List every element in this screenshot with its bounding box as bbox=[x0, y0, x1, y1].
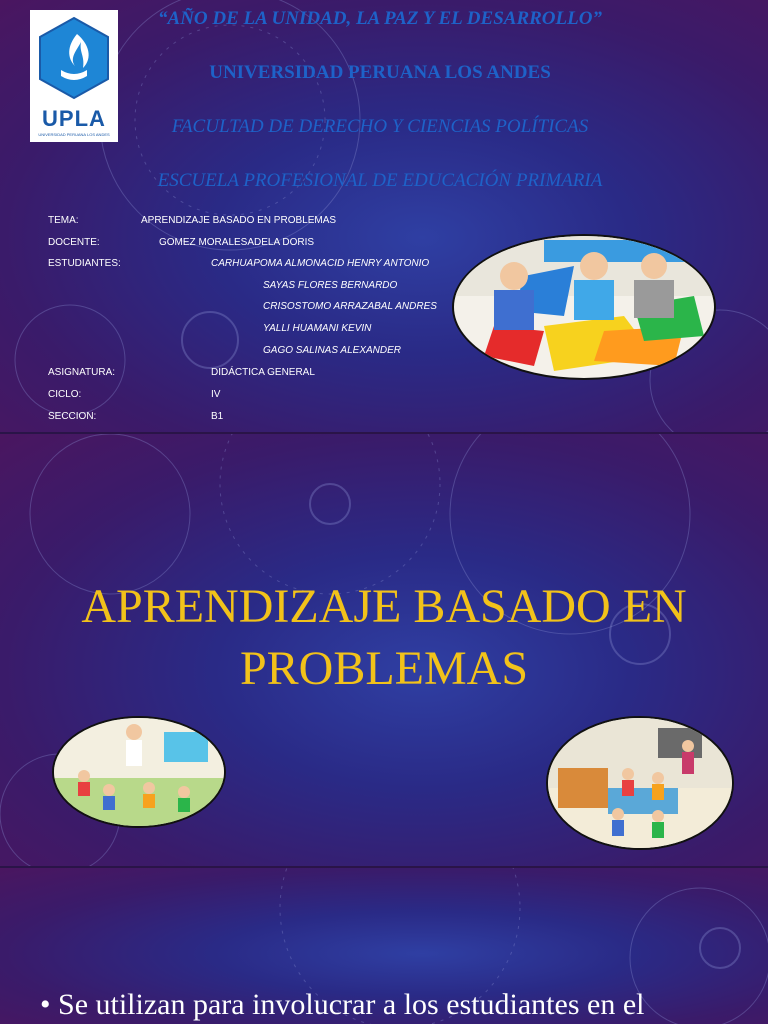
student-name: GAGO SALINAS ALEXANDER bbox=[263, 345, 402, 356]
topic-title-line2: PROBLEMAS bbox=[239, 642, 529, 695]
content-slide bbox=[0, 868, 768, 1024]
logo-subtitle: UNIVERSIDAD PERUANA LOS ANDES bbox=[38, 132, 110, 137]
student-name: CARHUAPOMA ALMONACID HENRY ANTONIO bbox=[211, 258, 430, 269]
student-name: YALLI HUAMANI KEVIN bbox=[263, 323, 372, 334]
docente-label: DOCENTE: bbox=[48, 237, 100, 248]
title-slide bbox=[0, 0, 768, 432]
classroom-cartoon-right bbox=[546, 716, 734, 850]
estudiantes-label: ESTUDIANTES: bbox=[48, 258, 121, 269]
docente-value: GOMEZ MORALESADELA DORIS bbox=[159, 237, 315, 248]
asignatura-label: ASIGNATURA: bbox=[48, 367, 116, 378]
upla-logo bbox=[30, 10, 118, 142]
flame-logo-icon bbox=[37, 16, 111, 100]
ciclo-value: IV bbox=[211, 389, 221, 400]
logo-wordmark: UPLA bbox=[42, 106, 106, 131]
topic-title-line1: APRENDIZAJE BASADO EN bbox=[81, 580, 687, 633]
university-heading: UNIVERSIDAD PERUANA LOS ANDES bbox=[209, 62, 551, 83]
student-name: CRISOSTOMO ARRAZABAL ANDRES bbox=[263, 301, 437, 312]
asignatura-value: DIDÁCTICA GENERAL bbox=[211, 367, 315, 378]
tema-value: APRENDIZAJE BASADO EN PROBLEMAS bbox=[141, 215, 337, 226]
seccion-value: B1 bbox=[211, 411, 224, 422]
bullet-text: • Se utilizan para involucrar a los estudiantes en el bbox=[40, 988, 645, 1021]
faculty-heading: FACULTAD DE DERECHO Y CIENCIAS POLÍTICAS bbox=[171, 116, 589, 137]
school-heading: ESCUELA PROFESIONAL DE EDUCACIÓN PRIMARIA bbox=[157, 170, 603, 191]
seccion-label: SECCION: bbox=[48, 411, 97, 422]
classroom-cartoon-left bbox=[52, 716, 226, 828]
tema-label: TEMA: bbox=[48, 215, 79, 226]
topic-slide bbox=[0, 434, 768, 866]
children-crafts-photo bbox=[452, 234, 716, 380]
ciclo-label: CICLO: bbox=[48, 389, 82, 400]
motto-heading: “AÑO DE LA UNIDAD, LA PAZ Y EL DESARROLLO” bbox=[158, 8, 602, 29]
student-name: SAYAS FLORES BERNARDO bbox=[263, 280, 398, 291]
